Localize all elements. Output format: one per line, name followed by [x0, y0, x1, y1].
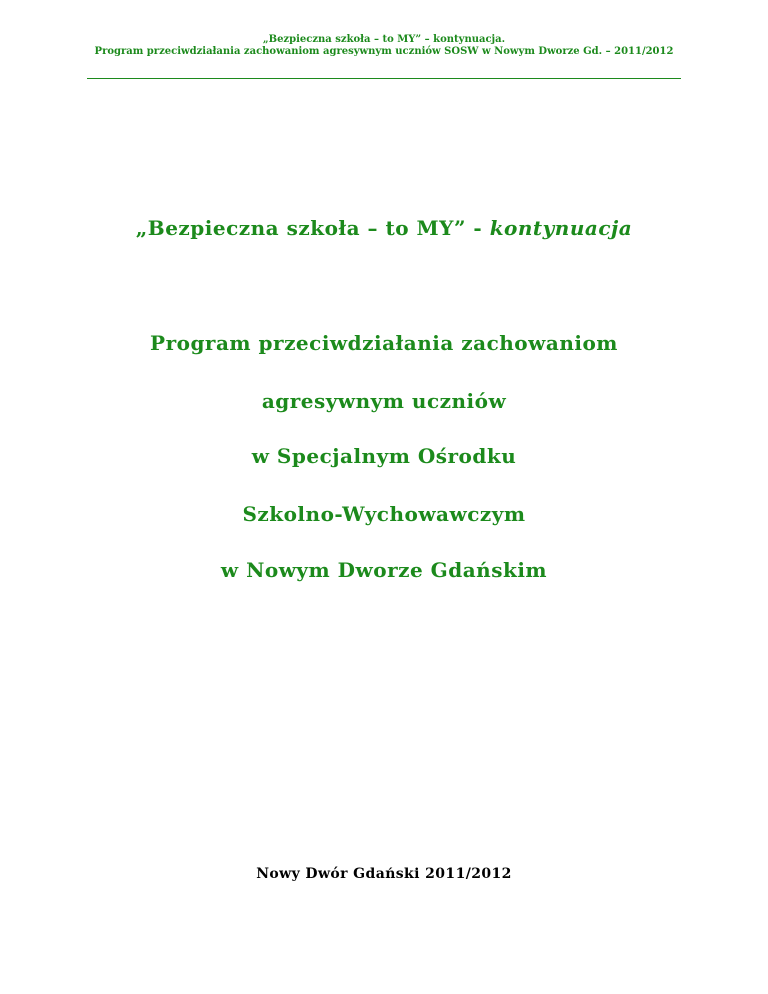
program-line-3: w Specjalnym Ośrodku — [251, 444, 517, 468]
place-and-year: Nowy Dwór Gdański 2011/2012 — [256, 866, 512, 882]
program-line-2: agresywnym uczniów — [261, 389, 507, 413]
title-main: „Bezpieczna szkoła – to MY” - — [135, 216, 490, 240]
running-header-line-2: Program przeciwdziałania zachowaniom agresywnym uczniów SOSW w Nowym Dworze Gd. – 2011/2012 — [94, 46, 674, 57]
title-italic: kontynuacja — [489, 216, 633, 240]
program-line-4: Szkolno-Wychowawczym — [242, 502, 526, 526]
running-header — [0, 34, 768, 58]
program-line-1: Program przeciwdziałania zachowaniom — [150, 331, 618, 355]
program-line-5: w Nowym Dworze Gdańskim — [220, 558, 548, 582]
document-title — [0, 216, 768, 240]
header-rule — [87, 78, 681, 79]
running-header-line-1: „Bezpieczna szkoła – to MY” – kontynuacja. — [262, 34, 506, 45]
